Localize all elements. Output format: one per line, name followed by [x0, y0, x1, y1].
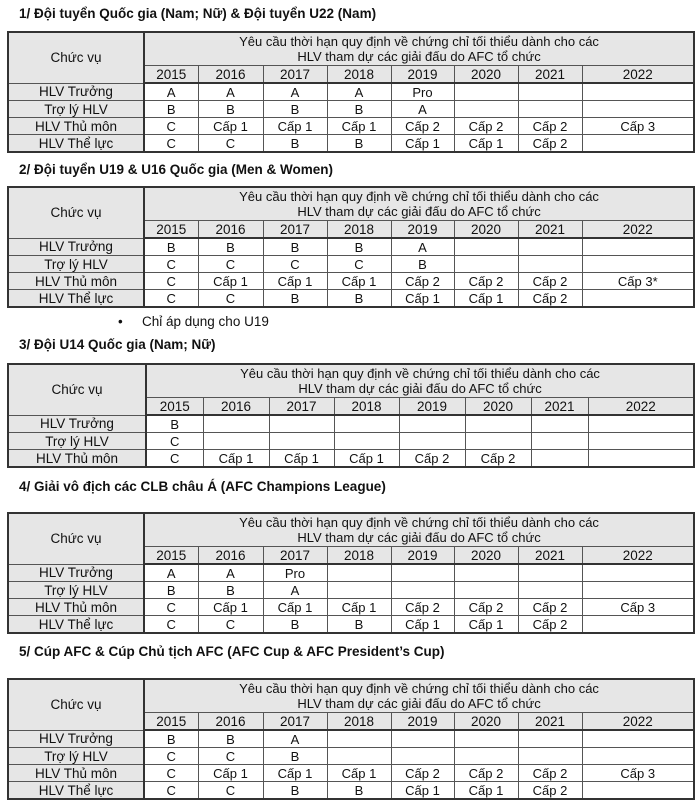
requirement-cell: Pro: [263, 564, 327, 582]
requirement-cell: [391, 564, 454, 582]
requirement-header: [144, 513, 694, 547]
position-column-header: Chức vụ: [8, 679, 144, 730]
table-row: [8, 290, 694, 308]
year-header: 2021: [518, 66, 582, 84]
year-header: 2018: [327, 221, 391, 239]
position-column-header: Chức vụ: [8, 513, 144, 564]
year-header: 2018: [334, 398, 399, 416]
requirement-cell: Cấp 2: [518, 782, 582, 800]
year-header: 2019: [399, 398, 465, 416]
requirement-cell: [588, 433, 694, 450]
requirement-cell: Cấp 2: [391, 273, 454, 290]
requirement-cell: Cấp 2: [391, 765, 454, 782]
footnote: [118, 314, 269, 329]
requirement-cell: C: [144, 135, 198, 153]
position-cell: Trợ lý HLV: [8, 256, 144, 273]
requirement-cell: [582, 616, 694, 634]
requirement-cell: [582, 83, 694, 101]
table-row: [8, 765, 694, 782]
requirement-cell: Cấp 1: [269, 450, 334, 468]
requirement-cell: A: [144, 83, 198, 101]
requirement-cell: Cấp 1: [454, 135, 518, 153]
year-header: 2022: [582, 221, 694, 239]
requirement-cell: [454, 238, 518, 256]
table-row: [8, 273, 694, 290]
requirement-cell: Pro: [391, 83, 454, 101]
requirement-cell: [582, 582, 694, 599]
requirement-cell: Cấp 2: [454, 765, 518, 782]
requirements-table-5: [7, 678, 695, 800]
requirement-cell: [518, 730, 582, 748]
requirement-cell: [391, 582, 454, 599]
requirement-cell: [391, 730, 454, 748]
requirement-cell: Cấp 2: [518, 135, 582, 153]
position-cell: HLV Thủ môn: [8, 765, 144, 782]
year-header: 2016: [198, 66, 263, 84]
requirement-cell: C: [198, 782, 263, 800]
position-cell: HLV Trưởng: [8, 83, 144, 101]
year-header: 2017: [263, 713, 327, 731]
year-header: 2017: [263, 66, 327, 84]
year-header: 2015: [146, 398, 203, 416]
requirement-cell: A: [327, 83, 391, 101]
requirement-cell: [454, 564, 518, 582]
requirement-cell: [399, 433, 465, 450]
requirement-cell: [582, 256, 694, 273]
requirement-cell: C: [146, 450, 203, 468]
table-row: [8, 582, 694, 599]
year-header: 2020: [454, 221, 518, 239]
position-cell: HLV Trưởng: [8, 415, 146, 433]
requirement-cell: [582, 238, 694, 256]
year-header: 2019: [391, 221, 454, 239]
requirement-cell: Cấp 1: [198, 118, 263, 135]
year-header: 2021: [518, 221, 582, 239]
requirement-cell: [203, 433, 269, 450]
position-cell: Trợ lý HLV: [8, 582, 144, 599]
requirement-cell: Cấp 1: [263, 273, 327, 290]
requirement-cell: B: [327, 135, 391, 153]
position-cell: HLV Thủ môn: [8, 273, 144, 290]
requirement-cell: [582, 564, 694, 582]
requirement-cell: [203, 415, 269, 433]
requirement-cell: [454, 730, 518, 748]
table-row: [8, 450, 694, 468]
requirement-cell: [582, 290, 694, 308]
requirement-cell: B: [198, 730, 263, 748]
requirement-cell: Cấp 1: [334, 450, 399, 468]
requirement-cell: B: [327, 782, 391, 800]
requirement-cell: Cấp 1: [454, 290, 518, 308]
table-row: [8, 564, 694, 582]
requirement-cell: [334, 415, 399, 433]
requirement-cell: Cấp 1: [198, 599, 263, 616]
requirement-cell: Cấp 2: [518, 599, 582, 616]
year-header: 2019: [391, 66, 454, 84]
section-title-1: 1/ Đội tuyển Quốc gia (Nam; Nữ) & Đội tuyển U22 (Nam): [19, 6, 377, 21]
year-header: 2016: [198, 221, 263, 239]
requirement-cell: [399, 415, 465, 433]
requirement-cell: B: [263, 748, 327, 765]
section-title-4: 4/ Giải vô địch các CLB châu Á (AFC Champions League): [19, 479, 386, 494]
requirement-cell: Cấp 1: [263, 118, 327, 135]
requirement-cell: Cấp 1: [327, 118, 391, 135]
requirement-header-line-2: HLV tham dự các giải đấu do AFC tổ chức: [297, 204, 541, 219]
requirement-cell: B: [327, 238, 391, 256]
requirement-cell: Cấp 2: [518, 765, 582, 782]
position-cell: HLV Thể lực: [8, 290, 144, 308]
requirement-cell: [391, 748, 454, 765]
section-title-2: 2/ Đội tuyển U19 & U16 Quốc gia (Men & Women): [19, 162, 334, 177]
requirement-cell: B: [327, 616, 391, 634]
requirement-cell: C: [198, 748, 263, 765]
requirements-table-3: [7, 363, 695, 468]
year-header: 2022: [588, 398, 694, 416]
requirement-cell: Cấp 1: [454, 616, 518, 634]
year-header: 2017: [263, 547, 327, 565]
requirement-cell: C: [144, 599, 198, 616]
requirement-cell: C: [198, 135, 263, 153]
requirement-cell: C: [144, 782, 198, 800]
requirement-header-line-1: Yêu cầu thời hạn quy định về chứng chỉ tối thiểu dành cho các: [239, 515, 599, 530]
table-row: [8, 135, 694, 153]
requirement-cell: [588, 450, 694, 468]
requirement-cell: [518, 83, 582, 101]
requirement-cell: B: [263, 135, 327, 153]
requirement-cell: Cấp 2: [391, 599, 454, 616]
position-cell: HLV Thủ môn: [8, 118, 144, 135]
requirement-cell: [531, 450, 588, 468]
requirement-cell: B: [144, 730, 198, 748]
requirement-cell: Cấp 3: [582, 599, 694, 616]
requirement-cell: [582, 135, 694, 153]
requirement-cell: [269, 433, 334, 450]
position-cell: HLV Thể lực: [8, 135, 144, 153]
year-header: 2015: [144, 221, 198, 239]
requirement-cell: B: [263, 101, 327, 118]
requirement-cell: [518, 238, 582, 256]
requirement-cell: A: [391, 238, 454, 256]
header-row: [8, 187, 694, 221]
requirement-cell: [531, 433, 588, 450]
requirement-cell: [327, 748, 391, 765]
requirement-cell: A: [198, 564, 263, 582]
requirement-cell: B: [263, 290, 327, 308]
footnote-text: Chỉ áp dụng cho U19: [142, 314, 269, 329]
requirement-cell: C: [144, 118, 198, 135]
requirement-cell: [465, 433, 531, 450]
table-row: [8, 599, 694, 616]
requirement-cell: [531, 415, 588, 433]
year-header: 2016: [198, 713, 263, 731]
requirement-cell: [334, 433, 399, 450]
header-row: [8, 679, 694, 713]
requirement-cell: [518, 256, 582, 273]
requirement-cell: Cấp 1: [454, 782, 518, 800]
requirement-cell: C: [144, 256, 198, 273]
requirement-header-line-1: Yêu cầu thời hạn quy định về chứng chỉ tối thiểu dành cho các: [239, 34, 599, 49]
requirement-cell: Cấp 1: [327, 765, 391, 782]
requirement-cell: [518, 564, 582, 582]
requirement-cell: B: [198, 238, 263, 256]
requirement-header-line-2: HLV tham dự các giải đấu do AFC tổ chức: [297, 530, 541, 545]
year-header: 2015: [144, 547, 198, 565]
requirement-cell: Cấp 2: [454, 599, 518, 616]
requirement-cell: C: [198, 290, 263, 308]
requirement-cell: B: [146, 415, 203, 433]
requirement-cell: A: [263, 83, 327, 101]
table-row: [8, 238, 694, 256]
position-cell: HLV Trưởng: [8, 730, 144, 748]
requirement-cell: Cấp 1: [263, 599, 327, 616]
position-cell: HLV Trưởng: [8, 564, 144, 582]
requirement-cell: [582, 101, 694, 118]
year-header: 2019: [391, 547, 454, 565]
requirement-cell: Cấp 1: [198, 765, 263, 782]
requirement-cell: Cấp 1: [391, 782, 454, 800]
requirement-cell: C: [144, 273, 198, 290]
requirement-cell: Cấp 3: [582, 118, 694, 135]
requirements-table-2: [7, 186, 695, 308]
position-cell: HLV Trưởng: [8, 238, 144, 256]
requirement-cell: Cấp 2: [518, 290, 582, 308]
year-header: 2020: [454, 547, 518, 565]
year-header: 2022: [582, 547, 694, 565]
requirement-cell: Cấp 1: [203, 450, 269, 468]
requirement-cell: Cấp 2: [518, 118, 582, 135]
requirement-cell: [588, 415, 694, 433]
requirement-cell: [327, 730, 391, 748]
section-title-3: 3/ Đội U14 Quốc gia (Nam; Nữ): [19, 337, 216, 352]
requirement-cell: A: [263, 730, 327, 748]
requirement-cell: B: [144, 101, 198, 118]
year-header: 2020: [465, 398, 531, 416]
requirement-cell: Cấp 1: [198, 273, 263, 290]
requirement-cell: C: [144, 765, 198, 782]
requirement-cell: C: [198, 256, 263, 273]
requirement-cell: [269, 415, 334, 433]
table-row: [8, 782, 694, 800]
requirement-header: [144, 32, 694, 66]
year-header: 2021: [518, 713, 582, 731]
requirement-cell: A: [263, 582, 327, 599]
position-cell: HLV Thể lực: [8, 782, 144, 800]
requirements-table-1: [7, 31, 695, 153]
requirement-header: [146, 364, 694, 398]
requirement-header-line-1: Yêu cầu thời hạn quy định về chứng chỉ tối thiểu dành cho các: [239, 189, 599, 204]
requirement-cell: Cấp 2: [518, 273, 582, 290]
year-header: 2016: [203, 398, 269, 416]
position-cell: Trợ lý HLV: [8, 748, 144, 765]
requirement-cell: Cấp 2: [518, 616, 582, 634]
position-cell: HLV Thể lực: [8, 616, 144, 634]
year-header: 2017: [269, 398, 334, 416]
requirement-cell: [454, 256, 518, 273]
table-row: [8, 433, 694, 450]
requirement-cell: B: [144, 238, 198, 256]
requirement-cell: B: [327, 290, 391, 308]
header-row: [8, 32, 694, 66]
table-row: [8, 748, 694, 765]
requirement-cell: [582, 748, 694, 765]
header-row: [8, 364, 694, 398]
year-header: 2022: [582, 66, 694, 84]
requirement-cell: B: [263, 782, 327, 800]
requirement-header: [144, 187, 694, 221]
requirement-cell: C: [146, 433, 203, 450]
requirement-cell: B: [327, 101, 391, 118]
year-header: 2018: [327, 66, 391, 84]
requirement-header: [144, 679, 694, 713]
requirement-cell: C: [327, 256, 391, 273]
requirement-cell: C: [263, 256, 327, 273]
year-header: 2015: [144, 713, 198, 731]
requirement-cell: [465, 415, 531, 433]
requirement-header-line-1: Yêu cầu thời hạn quy định về chứng chỉ tối thiểu dành cho các: [240, 366, 600, 381]
requirement-cell: B: [198, 101, 263, 118]
year-header: 2021: [531, 398, 588, 416]
requirement-cell: Cấp 1: [391, 616, 454, 634]
requirement-cell: Cấp 1: [391, 290, 454, 308]
year-header: 2022: [582, 713, 694, 731]
requirement-cell: B: [391, 256, 454, 273]
requirement-cell: C: [144, 748, 198, 765]
year-header: 2015: [144, 66, 198, 84]
year-header: 2019: [391, 713, 454, 731]
position-cell: HLV Thủ môn: [8, 599, 144, 616]
requirement-header-line-2: HLV tham dự các giải đấu do AFC tổ chức: [297, 49, 541, 64]
table-row: [8, 256, 694, 273]
requirement-cell: Cấp 2: [391, 118, 454, 135]
requirement-cell: Cấp 1: [391, 135, 454, 153]
requirement-header-line-2: HLV tham dự các giải đấu do AFC tổ chức: [298, 381, 542, 396]
bullet-icon: •: [118, 314, 123, 329]
year-header: 2018: [327, 547, 391, 565]
year-header: 2021: [518, 547, 582, 565]
requirement-header-line-2: HLV tham dự các giải đấu do AFC tổ chức: [297, 696, 541, 711]
table-row: [8, 118, 694, 135]
requirement-cell: [454, 83, 518, 101]
requirement-cell: [582, 730, 694, 748]
requirement-cell: Cấp 2: [454, 118, 518, 135]
requirements-table-4: [7, 512, 695, 634]
requirement-cell: B: [144, 582, 198, 599]
requirement-header-line-1: Yêu cầu thời hạn quy định về chứng chỉ tối thiểu dành cho các: [239, 681, 599, 696]
requirement-cell: [327, 564, 391, 582]
requirement-cell: [454, 748, 518, 765]
year-header: 2020: [454, 66, 518, 84]
year-header: 2020: [454, 713, 518, 731]
requirement-cell: [518, 582, 582, 599]
requirement-cell: C: [144, 616, 198, 634]
position-cell: Trợ lý HLV: [8, 101, 144, 118]
requirement-cell: [454, 582, 518, 599]
position-cell: HLV Thủ môn: [8, 450, 146, 468]
requirement-cell: A: [198, 83, 263, 101]
year-header: 2018: [327, 713, 391, 731]
requirement-cell: C: [144, 290, 198, 308]
year-header: 2017: [263, 221, 327, 239]
section-title-5: 5/ Cúp AFC & Cúp Chủ tịch AFC (AFC Cup & AFC President’s Cup): [19, 644, 445, 659]
requirement-cell: Cấp 1: [263, 765, 327, 782]
position-column-header: Chức vụ: [8, 32, 144, 83]
requirement-cell: Cấp 1: [327, 599, 391, 616]
requirement-cell: B: [198, 582, 263, 599]
requirement-cell: Cấp 1: [327, 273, 391, 290]
requirement-cell: B: [263, 238, 327, 256]
table-row: [8, 730, 694, 748]
year-header: 2016: [198, 547, 263, 565]
header-row: [8, 513, 694, 547]
position-column-header: Chức vụ: [8, 187, 144, 238]
requirement-cell: [518, 748, 582, 765]
requirement-cell: [518, 101, 582, 118]
requirement-cell: C: [198, 616, 263, 634]
table-row: [8, 101, 694, 118]
requirement-cell: A: [144, 564, 198, 582]
requirement-cell: Cấp 2: [399, 450, 465, 468]
requirement-cell: Cấp 3: [582, 765, 694, 782]
position-cell: Trợ lý HLV: [8, 433, 146, 450]
requirement-cell: [327, 582, 391, 599]
table-row: [8, 83, 694, 101]
requirement-cell: A: [391, 101, 454, 118]
requirement-cell: [582, 782, 694, 800]
requirement-cell: Cấp 2: [465, 450, 531, 468]
requirement-cell: B: [263, 616, 327, 634]
table-row: [8, 616, 694, 634]
requirement-cell: [454, 101, 518, 118]
requirement-cell: Cấp 3*: [582, 273, 694, 290]
table-row: [8, 415, 694, 433]
position-column-header: Chức vụ: [8, 364, 146, 415]
requirement-cell: Cấp 2: [454, 273, 518, 290]
